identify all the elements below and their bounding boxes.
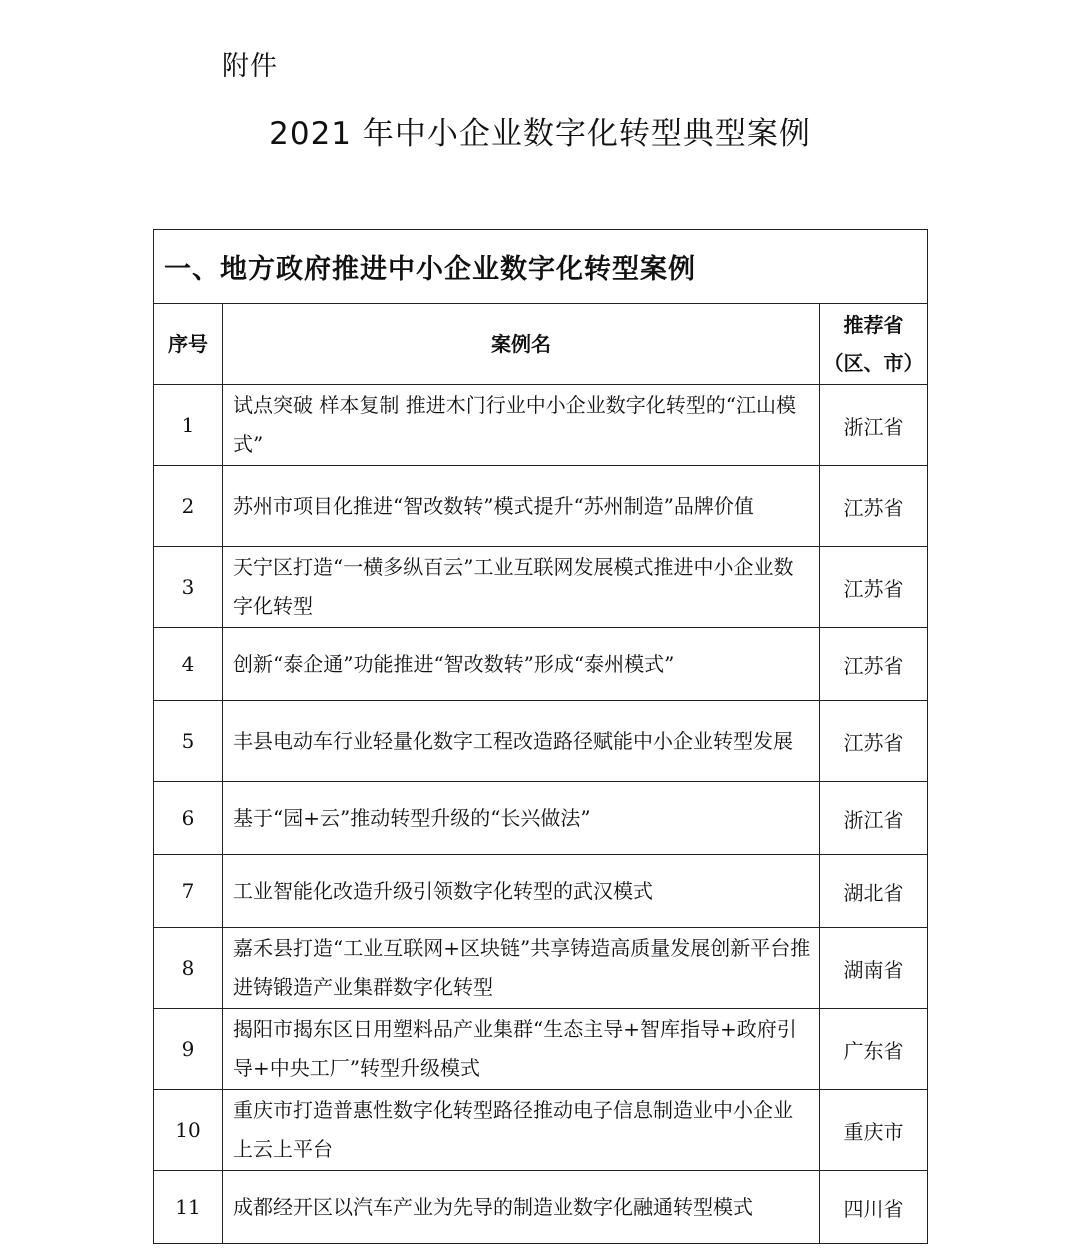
header-province-line1: 推荐省 xyxy=(843,313,904,337)
case-table xyxy=(153,229,928,1244)
attachment-label: 附件 xyxy=(222,51,278,82)
row-province: 江苏省 xyxy=(820,466,928,547)
table-row xyxy=(154,385,928,466)
row-case-name: 工业智能化改造升级引领数字化转型的武汉模式 xyxy=(223,855,820,928)
row-number: 9 xyxy=(154,1009,223,1090)
row-case-name: 丰县电动车行业轻量化数字工程改造路径赋能中小企业转型发展 xyxy=(223,701,820,782)
header-no: 序号 xyxy=(154,304,223,385)
row-province: 浙江省 xyxy=(820,782,928,855)
row-province: 四川省 xyxy=(820,1171,928,1244)
header-name: 案例名 xyxy=(223,304,820,385)
row-province: 重庆市 xyxy=(820,1090,928,1171)
row-number: 10 xyxy=(154,1090,223,1171)
row-number: 1 xyxy=(154,385,223,466)
row-case-name: 重庆市打造普惠性数字化转型路径推动电子信息制造业中小企业上云上平台 xyxy=(223,1090,820,1171)
row-province: 广东省 xyxy=(820,1009,928,1090)
row-province: 江苏省 xyxy=(820,547,928,628)
row-number: 7 xyxy=(154,855,223,928)
table-row xyxy=(154,466,928,547)
table-row xyxy=(154,1009,928,1090)
table-row xyxy=(154,928,928,1009)
header-row xyxy=(154,304,928,385)
row-province: 湖北省 xyxy=(820,855,928,928)
table-row xyxy=(154,628,928,701)
row-number: 3 xyxy=(154,547,223,628)
row-number: 4 xyxy=(154,628,223,701)
row-province: 江苏省 xyxy=(820,701,928,782)
document-title: 2021 年中小企业数字化转型典型案例 xyxy=(269,116,811,152)
row-case-name: 基于“园+云”推动转型升级的“长兴做法” xyxy=(223,782,820,855)
table-row xyxy=(154,547,928,628)
table-row xyxy=(154,855,928,928)
row-province: 浙江省 xyxy=(820,385,928,466)
row-number: 2 xyxy=(154,466,223,547)
header-province xyxy=(820,304,928,385)
table-row xyxy=(154,782,928,855)
row-case-name: 揭阳市揭东区日用塑料品产业集群“生态主导+智库指导+政府引导+中央工厂”转型升级模式 xyxy=(223,1009,820,1090)
table-row xyxy=(154,1090,928,1171)
row-number: 8 xyxy=(154,928,223,1009)
row-number: 5 xyxy=(154,701,223,782)
section-heading: 一、地方政府推进中小企业数字化转型案例 xyxy=(154,230,928,304)
header-province-line2: （区、市） xyxy=(823,351,924,375)
table-row xyxy=(154,1171,928,1244)
row-case-name: 成都经开区以汽车产业为先导的制造业数字化融通转型模式 xyxy=(223,1171,820,1244)
row-case-name: 嘉禾县打造“工业互联网+区块链”共享铸造高质量发展创新平台推进铸锻造产业集群数字化转型 xyxy=(223,928,820,1009)
row-province: 江苏省 xyxy=(820,628,928,701)
row-case-name: 创新“泰企通”功能推进“智改数转”形成“泰州模式” xyxy=(223,628,820,701)
table-row xyxy=(154,701,928,782)
row-case-name: 苏州市项目化推进“智改数转”模式提升“苏州制造”品牌价值 xyxy=(223,466,820,547)
row-number: 6 xyxy=(154,782,223,855)
section-heading-row xyxy=(154,230,928,304)
row-case-name: 试点突破 样本复制 推进木门行业中小企业数字化转型的“江山模式” xyxy=(223,385,820,466)
row-number: 11 xyxy=(154,1171,223,1244)
row-case-name: 天宁区打造“一横多纵百云”工业互联网发展模式推进中小企业数字化转型 xyxy=(223,547,820,628)
row-province: 湖南省 xyxy=(820,928,928,1009)
